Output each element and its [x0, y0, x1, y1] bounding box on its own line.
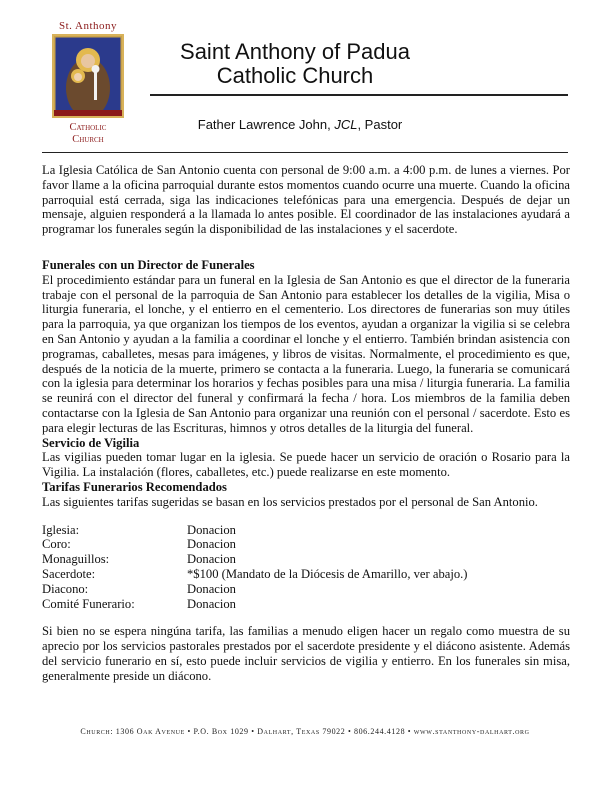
section-body-fees: Las siguientes tarifas sugeridas se basan en los servicios prestados por el personal de San Antonio. — [42, 494, 538, 509]
fees-table — [42, 523, 570, 612]
content-divider — [42, 152, 568, 153]
fee-label: Comité Funerario: — [42, 596, 135, 611]
section-title-fees: Tarifas Funerarios Recomendados — [42, 479, 227, 494]
fee-row — [42, 597, 570, 612]
pastor-title: , Pastor — [357, 117, 403, 132]
fee-value: Donacion — [187, 552, 236, 567]
section-title-funeral-director: Funerales con un Director de Funerales — [42, 257, 255, 272]
fee-row — [42, 523, 570, 538]
fee-label: Iglesia: — [42, 522, 80, 537]
fee-value: Donacion — [187, 522, 236, 537]
closing-paragraph: Si bien no se espera ningúna tarifa, las familias a menudo eligen hacer un regalo como muestra de su aprecio por los servicios pastorales prestados por el sacerdote presidente y el diácono asistente. Además del servicio funerario en sí, esto puede incluir servicios de vigilia y entierro. En los funerales sin misa, generalmente preside un diácono. — [42, 624, 570, 683]
pastor-degree: JCL — [334, 117, 358, 132]
saint-anthony-icon — [52, 34, 124, 118]
title-line1: Saint Anthony of Padua — [180, 39, 410, 64]
fee-value: Donacion — [187, 581, 236, 596]
section-body-vigil: Las vigilias pueden tomar lugar en la iglesia. Se puede hacer un servicio de oración o Rosario para la Vigilia. La instalación (flores, caballetes, etc.) puede realizarse en este momento. — [42, 450, 570, 480]
fee-row — [42, 537, 570, 552]
fee-row — [42, 582, 570, 597]
logo-top-text: St. Anthony — [58, 20, 118, 32]
section-body-funeral-director: El procedimiento estándar para un funeral en la Iglesia de San Antonio es que el director de la funeraria trabaje con el personal de la parroquia de San Antonio para establecer los detalles de la vigilia, Misa o liturgia funeraria, el lonche, y el entierro en el cementerio. Los directores de funerarias son muy útiles para la parroquia, ya que organizan los tiempos de los eventos, ayudan a organizar la vigilia si se celebra en San Antonio y ayudan a la familia a coordinar el lonche y el entierro. También brindan asistencia con programas, caballetes, mesas para imágenes, y libros de visitas. Normalmente, el procedimiento es que, después de la noticia de la muerte, primero se contacta a la funeraria. Luego, la funeraria se comunicará con la iglesia para determinar los horarios y fechas posibles para una misa / liturgia funeraria. La familia se reunirá con el director del funeral y confirmará la fecha / hora. Los miembros de la familia deben contactarse con la Iglesia de San Antonio para organizar una reunión con el personal / sacerdote. Esto es para elegir lecturas de las Escrituras, himnos y otros detalles de la liturgia del funeral. — [42, 272, 570, 435]
logo-bottom-line1: Catholic — [69, 122, 107, 133]
church-logo — [42, 18, 134, 148]
document-body — [42, 163, 570, 684]
church-title — [150, 40, 440, 88]
fee-row — [42, 552, 570, 567]
fee-value: Donacion — [187, 537, 236, 552]
fee-row — [42, 567, 570, 582]
pastor-line — [150, 117, 450, 132]
fee-value: *$100 (Mandato de la Diócesis de Amarillo, ver abajo.) — [187, 566, 468, 581]
pastor-name: Father Lawrence John, — [197, 117, 335, 132]
fee-label: Monaguillos: — [42, 552, 110, 567]
footer-contact: Church: 1306 Oak Avenue • P.O. Box 1029 • Dalhart, Texas 79022 • 806.244.4128 • www.stanthony-dalhart.org — [80, 727, 530, 736]
section-title-vigil: Servicio de Vigilia — [42, 435, 140, 450]
fee-value: Donacion — [187, 596, 236, 611]
fee-label: Coro: — [42, 537, 71, 552]
header-divider — [150, 94, 568, 96]
title-line2: Catholic Church — [216, 63, 374, 88]
fee-label: Diacono: — [42, 581, 89, 596]
logo-bottom-line2: Church — [72, 134, 104, 145]
fee-label: Sacerdote: — [42, 566, 96, 581]
intro-paragraph: La Iglesia Católica de San Antonio cuenta con personal de 9:00 a.m. a 4:00 p.m. de lunes a viernes. Por favor llame a la oficina parroquial durante estos momentos cuando ocurre una muerte. Cuando la oficina parroquial está cerrada, siga las indicaciones telefónicas para una emergencia. Después de dejar un mensaje, alguien responderá a la llamada lo antes posible. El coordinador de las instalaciones ayudará a programar los funerales según la disponibilidad de las instalaciones y el sacerdote. — [42, 163, 570, 237]
